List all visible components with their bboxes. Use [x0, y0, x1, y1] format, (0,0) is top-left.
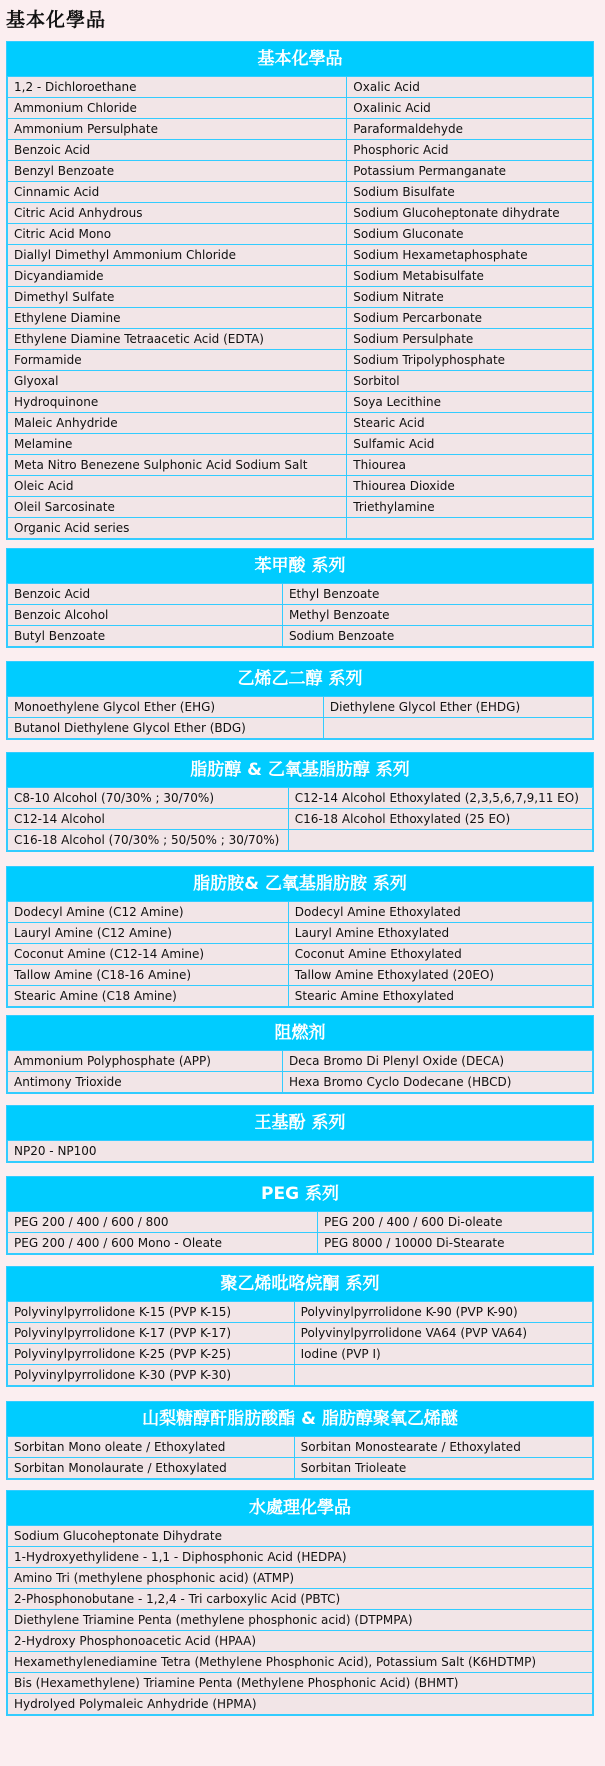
- table-row: [8, 308, 593, 329]
- product-cell: Hydrolyed Polymaleic Anhydride (HPMA): [8, 1694, 593, 1715]
- product-cell: C12-14 Alcohol Ethoxylated (2,3,5,6,7,9,11 EO): [288, 788, 592, 809]
- product-cell: Monoethylene Glycol Ether (EHG): [8, 697, 324, 718]
- table-row: [8, 965, 593, 986]
- product-cell: Hexamethylenediamine Tetra (Methylene Phosphonic Acid), Potassium Salt (K6HDTMP): [8, 1652, 593, 1673]
- table-row: [8, 434, 593, 455]
- table-row: [8, 350, 593, 371]
- product-cell: Glyoxal: [8, 371, 347, 392]
- product-cell: Ethylene Diamine: [8, 308, 347, 329]
- product-cell: Iodine (PVP I): [294, 1344, 592, 1365]
- product-cell: Stearic Amine (C18 Amine): [8, 986, 289, 1007]
- table-row: [8, 1141, 593, 1162]
- section-title: 王基酚 系列: [7, 1106, 593, 1140]
- table-row: [8, 371, 593, 392]
- category-section: [6, 866, 594, 1008]
- product-cell: C16-18 Alcohol Ethoxylated (25 EO): [288, 809, 592, 830]
- table-row: [8, 1694, 593, 1715]
- product-cell: Lauryl Amine Ethoxylated: [288, 923, 592, 944]
- table-row: [8, 697, 593, 718]
- section-title: 基本化學品: [7, 42, 593, 76]
- table-row: [8, 830, 593, 851]
- table-row: [8, 98, 593, 119]
- table-row: [8, 329, 593, 350]
- product-cell: 1-Hydroxyethylidene - 1,1 - Diphosphonic Acid (HEDPA): [8, 1547, 593, 1568]
- category-section: [6, 41, 594, 540]
- section-title: 苯甲酸 系列: [7, 549, 593, 583]
- product-table: [7, 1050, 593, 1093]
- product-cell: Hydroquinone: [8, 392, 347, 413]
- category-section: [6, 1490, 594, 1716]
- table-row: [8, 1302, 593, 1323]
- product-cell: Ethyl Benzoate: [282, 584, 592, 605]
- product-cell: Benzoic Acid: [8, 140, 347, 161]
- table-row: [8, 605, 593, 626]
- table-row: [8, 518, 593, 539]
- section-title: 脂肪醇 & 乙氧基脂肪醇 系列: [7, 753, 593, 787]
- product-cell: C16-18 Alcohol (70/30% ; 50/50% ; 30/70%): [8, 830, 289, 851]
- table-row: [8, 392, 593, 413]
- table-row: [8, 224, 593, 245]
- section-title: 乙烯乙二醇 系列: [7, 662, 593, 696]
- table-row: [8, 266, 593, 287]
- product-cell: Sodium Gluconate: [347, 224, 593, 245]
- product-cell: Sodium Percarbonate: [347, 308, 593, 329]
- table-row: [8, 1547, 593, 1568]
- product-table: [7, 1525, 593, 1715]
- product-cell: Stearic Acid: [347, 413, 593, 434]
- category-section: [6, 548, 594, 648]
- product-cell: PEG 200 / 400 / 600 Di-oleate: [318, 1212, 593, 1233]
- product-cell: Formamide: [8, 350, 347, 371]
- table-row: [8, 718, 593, 739]
- product-cell: 2-Phosphonobutane - 1,2,4 - Tri carboxylic Acid (PBTC): [8, 1589, 593, 1610]
- product-cell: Sodium Bisulfate: [347, 182, 593, 203]
- table-row: [8, 1631, 593, 1652]
- table-row: [8, 626, 593, 647]
- product-cell: Amino Tri (methylene phosphonic acid) (ATMP): [8, 1568, 593, 1589]
- table-row: [8, 1323, 593, 1344]
- table-row: [8, 287, 593, 308]
- product-table: [7, 696, 593, 739]
- table-row: [8, 161, 593, 182]
- table-row: [8, 119, 593, 140]
- table-row: [8, 1589, 593, 1610]
- product-table: [7, 787, 593, 851]
- product-table: [7, 1436, 593, 1479]
- table-row: [8, 1568, 593, 1589]
- product-table: [7, 1140, 593, 1162]
- product-cell: Sodium Glucoheptonate dihydrate: [347, 203, 593, 224]
- table-row: [8, 245, 593, 266]
- section-title: 聚乙烯吡咯烷酮 系列: [7, 1267, 593, 1301]
- category-section: [6, 1401, 594, 1480]
- table-row: [8, 1051, 593, 1072]
- product-cell: Stearic Amine Ethoxylated: [288, 986, 592, 1007]
- product-cell: Deca Bromo Di Plenyl Oxide (DECA): [282, 1051, 592, 1072]
- product-cell: PEG 8000 / 10000 Di-Stearate: [318, 1233, 593, 1254]
- table-row: [8, 476, 593, 497]
- product-cell: Polyvinylpyrrolidone K-25 (PVP K-25): [8, 1344, 295, 1365]
- product-cell: Sodium Benzoate: [282, 626, 592, 647]
- product-cell: Melamine: [8, 434, 347, 455]
- table-row: [8, 1526, 593, 1547]
- table-row: [8, 140, 593, 161]
- product-cell: Diethylene Triamine Penta (methylene phosphonic acid) (DTPMPA): [8, 1610, 593, 1631]
- product-cell: Oxalic Acid: [347, 77, 593, 98]
- product-cell: Cinnamic Acid: [8, 182, 347, 203]
- category-section: [6, 752, 594, 852]
- product-cell: Thiourea Dioxide: [347, 476, 593, 497]
- product-cell: Soya Lecithine: [347, 392, 593, 413]
- product-cell: Methyl Benzoate: [282, 605, 592, 626]
- product-cell: Dicyandiamide: [8, 266, 347, 287]
- product-cell: Butyl Benzoate: [8, 626, 283, 647]
- product-cell: Paraformaldehyde: [347, 119, 593, 140]
- product-cell: Antimony Trioxide: [8, 1072, 283, 1093]
- page-title: 基本化學品: [6, 9, 107, 31]
- product-cell: PEG 200 / 400 / 600 / 800: [8, 1212, 318, 1233]
- product-cell: Citric Acid Anhydrous: [8, 203, 347, 224]
- product-cell: [288, 830, 592, 851]
- product-cell: Diethylene Glycol Ether (EHDG): [323, 697, 592, 718]
- product-cell: Lauryl Amine (C12 Amine): [8, 923, 289, 944]
- product-cell: Coconut Amine Ethoxylated: [288, 944, 592, 965]
- product-cell: Ammonium Persulphate: [8, 119, 347, 140]
- product-table: [7, 76, 593, 539]
- product-cell: Coconut Amine (C12-14 Amine): [8, 944, 289, 965]
- table-row: [8, 788, 593, 809]
- product-cell: Sorbitan Monostearate / Ethoxylated: [294, 1437, 592, 1458]
- table-row: [8, 455, 593, 476]
- category-section: [6, 1105, 594, 1163]
- product-cell: Sorbitan Trioleate: [294, 1458, 592, 1479]
- product-cell: Oleil Sarcosinate: [8, 497, 347, 518]
- category-section: [6, 661, 594, 740]
- product-cell: Sulfamic Acid: [347, 434, 593, 455]
- section-title: 水處理化學品: [7, 1491, 593, 1525]
- product-cell: Polyvinylpyrrolidone K-30 (PVP K-30): [8, 1365, 295, 1386]
- table-row: [8, 497, 593, 518]
- table-row: [8, 986, 593, 1007]
- product-cell: Sodium Nitrate: [347, 287, 593, 308]
- product-cell: [294, 1365, 592, 1386]
- table-row: [8, 77, 593, 98]
- section-title: 山梨糖醇酐脂肪酸酯 & 脂肪醇聚氧乙烯醚: [7, 1402, 593, 1436]
- product-cell: Dodecyl Amine (C12 Amine): [8, 902, 289, 923]
- product-cell: Butanol Diethylene Glycol Ether (BDG): [8, 718, 324, 739]
- table-row: [8, 1212, 593, 1233]
- table-row: [8, 809, 593, 830]
- product-cell: Hexa Bromo Cyclo Dodecane (HBCD): [282, 1072, 592, 1093]
- table-row: [8, 1610, 593, 1631]
- product-cell: Triethylamine: [347, 497, 593, 518]
- product-cell: Polyvinylpyrrolidone VA64 (PVP VA64): [294, 1323, 592, 1344]
- product-table: [7, 1301, 593, 1386]
- product-cell: Potassium Permanganate: [347, 161, 593, 182]
- product-cell: Oxalinic Acid: [347, 98, 593, 119]
- product-cell: C8-10 Alcohol (70/30% ; 30/70%): [8, 788, 289, 809]
- section-title: 阻燃剂: [7, 1016, 593, 1050]
- product-cell: Benzyl Benzoate: [8, 161, 347, 182]
- product-cell: Ethylene Diamine Tetraacetic Acid (EDTA): [8, 329, 347, 350]
- product-cell: Citric Acid Mono: [8, 224, 347, 245]
- product-cell: Benzoic Acid: [8, 584, 283, 605]
- table-row: [8, 1673, 593, 1694]
- product-cell: PEG 200 / 400 / 600 Mono - Oleate: [8, 1233, 318, 1254]
- section-title: PEG 系列: [7, 1177, 593, 1211]
- product-cell: Bis (Hexamethylene) Triamine Penta (Methylene Phosphonic Acid) (BHMT): [8, 1673, 593, 1694]
- product-cell: Ammonium Chloride: [8, 98, 347, 119]
- product-cell: 2-Hydroxy Phosphonoacetic Acid (HPAA): [8, 1631, 593, 1652]
- table-row: [8, 923, 593, 944]
- product-cell: Sorbitan Monolaurate / Ethoxylated: [8, 1458, 295, 1479]
- table-row: [8, 1344, 593, 1365]
- product-cell: Tallow Amine (C18-16 Amine): [8, 965, 289, 986]
- product-table: [7, 1211, 593, 1254]
- table-row: [8, 584, 593, 605]
- product-cell: Sodium Metabisulfate: [347, 266, 593, 287]
- product-cell: Sodium Glucoheptonate Dihydrate: [8, 1526, 593, 1547]
- product-cell: Dodecyl Amine Ethoxylated: [288, 902, 592, 923]
- table-row: [8, 1365, 593, 1386]
- table-row: [8, 1072, 593, 1093]
- product-cell: Oleic Acid: [8, 476, 347, 497]
- table-row: [8, 182, 593, 203]
- table-row: [8, 413, 593, 434]
- product-cell: Organic Acid series: [8, 518, 347, 539]
- product-cell: NP20 - NP100: [8, 1141, 593, 1162]
- product-table: [7, 583, 593, 647]
- product-cell: Polyvinylpyrrolidone K-15 (PVP K-15): [8, 1302, 295, 1323]
- product-cell: Ammonium Polyphosphate (APP): [8, 1051, 283, 1072]
- product-cell: Sodium Tripolyphosphate: [347, 350, 593, 371]
- product-cell: 1,2 - Dichloroethane: [8, 77, 347, 98]
- product-cell: Dimethyl Sulfate: [8, 287, 347, 308]
- product-cell: Sodium Hexametaphosphate: [347, 245, 593, 266]
- product-cell: Polyvinylpyrrolidone K-90 (PVP K-90): [294, 1302, 592, 1323]
- product-cell: Diallyl Dimethyl Ammonium Chloride: [8, 245, 347, 266]
- product-cell: Polyvinylpyrrolidone K-17 (PVP K-17): [8, 1323, 295, 1344]
- section-title: 脂肪胺& 乙氧基脂肪胺 系列: [7, 867, 593, 901]
- product-cell: Sodium Persulphate: [347, 329, 593, 350]
- table-row: [8, 203, 593, 224]
- product-cell: Tallow Amine Ethoxylated (20EO): [288, 965, 592, 986]
- product-cell: Maleic Anhydride: [8, 413, 347, 434]
- category-section: [6, 1015, 594, 1094]
- table-row: [8, 944, 593, 965]
- table-row: [8, 1458, 593, 1479]
- table-row: [8, 1437, 593, 1458]
- table-row: [8, 1652, 593, 1673]
- product-cell: Sorbitan Mono oleate / Ethoxylated: [8, 1437, 295, 1458]
- product-cell: [323, 718, 592, 739]
- table-row: [8, 1233, 593, 1254]
- product-cell: C12-14 Alcohol: [8, 809, 289, 830]
- category-section: [6, 1176, 594, 1255]
- category-section: [6, 1266, 594, 1387]
- product-cell: Phosphoric Acid: [347, 140, 593, 161]
- product-table: [7, 901, 593, 1007]
- table-row: [8, 902, 593, 923]
- product-cell: Sorbitol: [347, 371, 593, 392]
- product-cell: Benzoic Alcohol: [8, 605, 283, 626]
- product-cell: Meta Nitro Benezene Sulphonic Acid Sodium Salt: [8, 455, 347, 476]
- product-cell: [347, 518, 593, 539]
- product-cell: Thiourea: [347, 455, 593, 476]
